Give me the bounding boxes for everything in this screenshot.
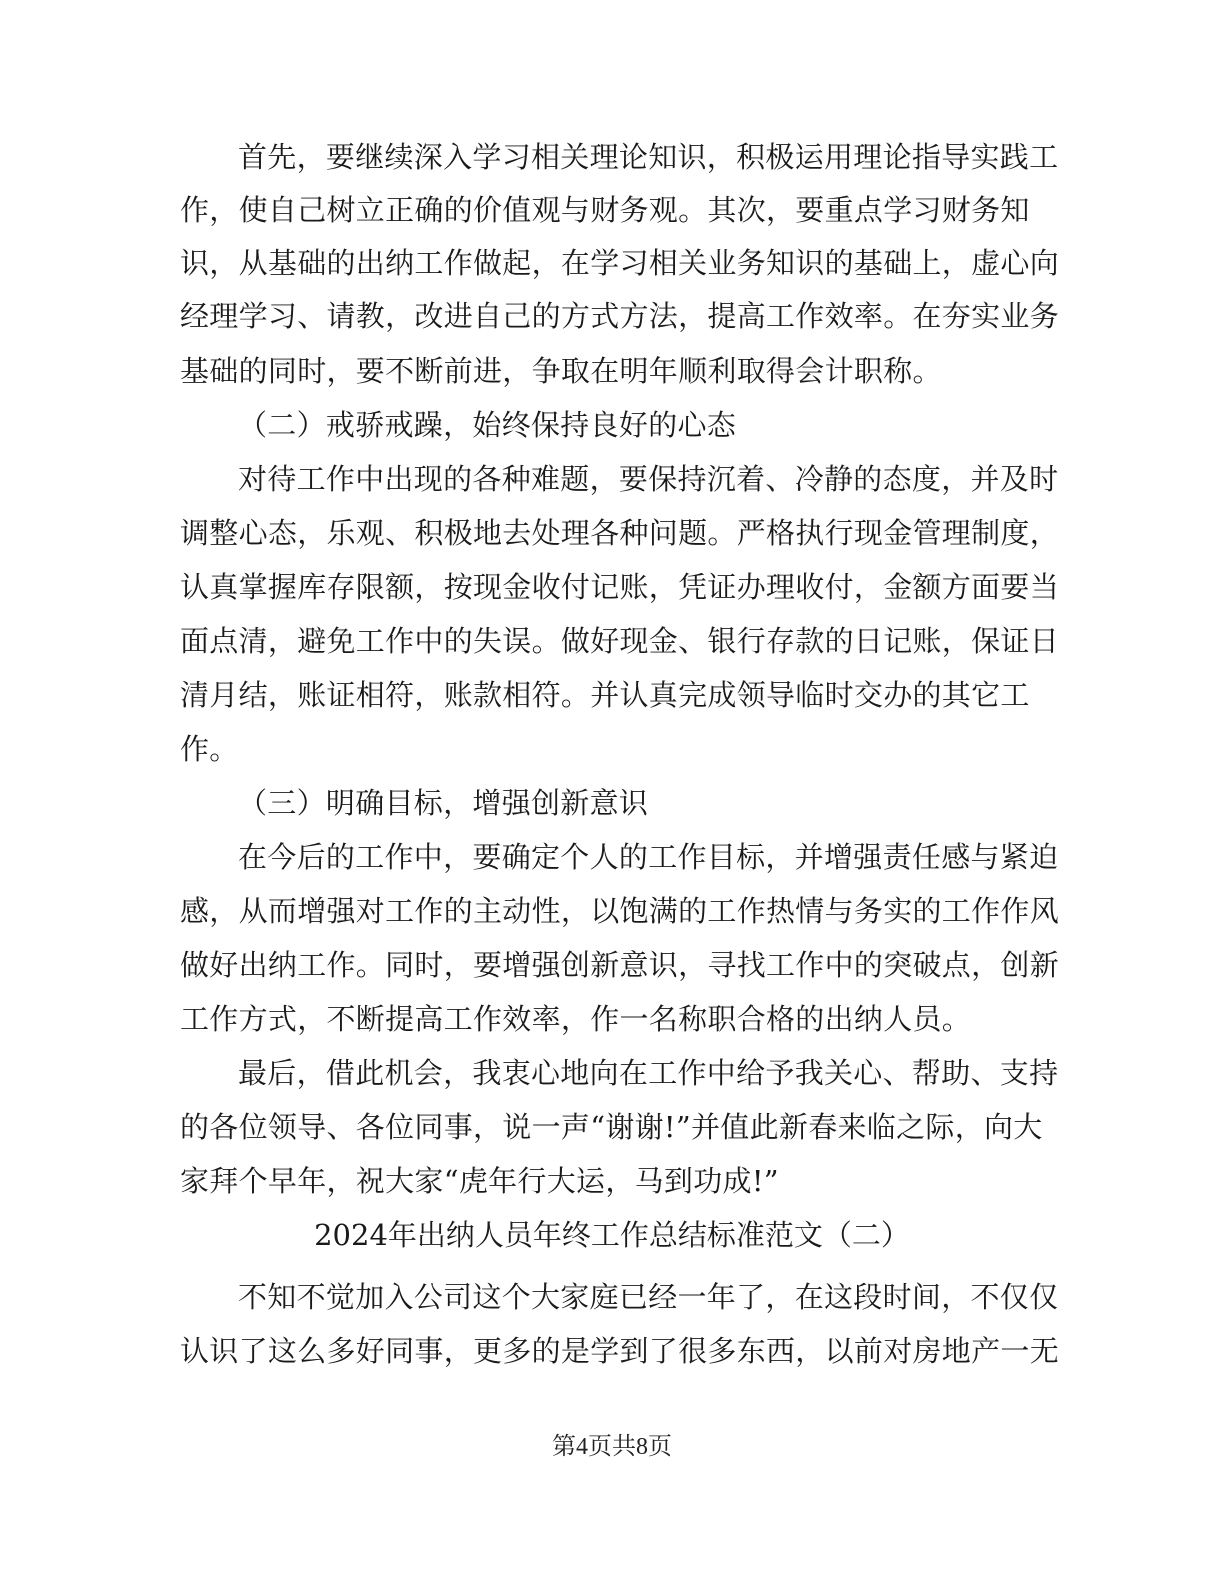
paragraph-line: 在今后的工作中，要确定个人的工作目标，并增强责任感与紧迫 bbox=[238, 840, 1059, 874]
paragraph-line: 面点清，避免工作中的失误。做好现金、银行存款的日记账，保证日 bbox=[180, 624, 1060, 658]
paragraph-line: 调整心态，乐观、积极地去处理各种问题。严格执行现金管理制度， bbox=[180, 516, 1060, 550]
paragraph-line: 基础的同时，要不断前进，争取在明年顺利取得会计职称。 bbox=[180, 354, 942, 388]
paragraph-line: 经理学习、请教，改进自己的方式方法，提高工作效率。在夯实业务 bbox=[180, 299, 1060, 333]
page-number-footer: 第4页共8页 bbox=[552, 1434, 672, 1460]
paragraph-line: 做好出纳工作。同时，要增强创新意识，寻找工作中的突破点，创新 bbox=[180, 948, 1060, 982]
paragraph-line: 的各位领导、各位同事，说一声“谢谢!”并值此新春来临之际，向大 bbox=[180, 1110, 1043, 1144]
paragraph-line: 清月结，账证相符，账款相符。并认真完成领导临时交办的其它工 bbox=[180, 678, 1030, 712]
paragraph-line: 感，从而增强对工作的主动性，以饱满的工作热情与务实的工作作风 bbox=[180, 894, 1060, 928]
paragraph-line: 不知不觉加入公司这个大家庭已经一年了，在这段时间，不仅仅 bbox=[238, 1280, 1059, 1314]
paragraph-line: 家拜个早年，祝大家“虎年行大运，马到功成!” bbox=[180, 1164, 779, 1198]
paragraph-line: 作。 bbox=[180, 732, 239, 766]
paragraph-line: 认真掌握库存限额，按现金收付记账，凭证办理收付，金额方面要当 bbox=[180, 570, 1060, 604]
paragraph-line: 认识了这么多好同事，更多的是学到了很多东西，以前对房地产一无 bbox=[180, 1334, 1060, 1368]
paragraph-line: 首先，要继续深入学习相关理论知识，积极运用理论指导实践工 bbox=[238, 140, 1059, 174]
paragraph-line: 工作方式，不断提高工作效率，作一名称职合格的出纳人员。 bbox=[180, 1002, 972, 1036]
paragraph-line: 最后，借此机会，我衷心地向在工作中给予我关心、帮助、支持 bbox=[238, 1056, 1059, 1090]
subheading-2: （二）戒骄戒躁，始终保持良好的心态 bbox=[238, 408, 737, 442]
subheading-3: （三）明确目标，增强创新意识 bbox=[238, 786, 649, 820]
paragraph-line: 作，使自己树立正确的价值观与财务观。其次，要重点学习财务知 bbox=[180, 193, 1030, 227]
section-title: 2024年出纳人员年终工作总结标准范文（二） bbox=[314, 1218, 910, 1252]
paragraph-line: 识，从基础的出纳工作做起，在学习相关业务知识的基础上，虚心向 bbox=[180, 246, 1060, 280]
paragraph-line: 对待工作中出现的各种难题，要保持沉着、冷静的态度，并及时 bbox=[238, 462, 1059, 496]
